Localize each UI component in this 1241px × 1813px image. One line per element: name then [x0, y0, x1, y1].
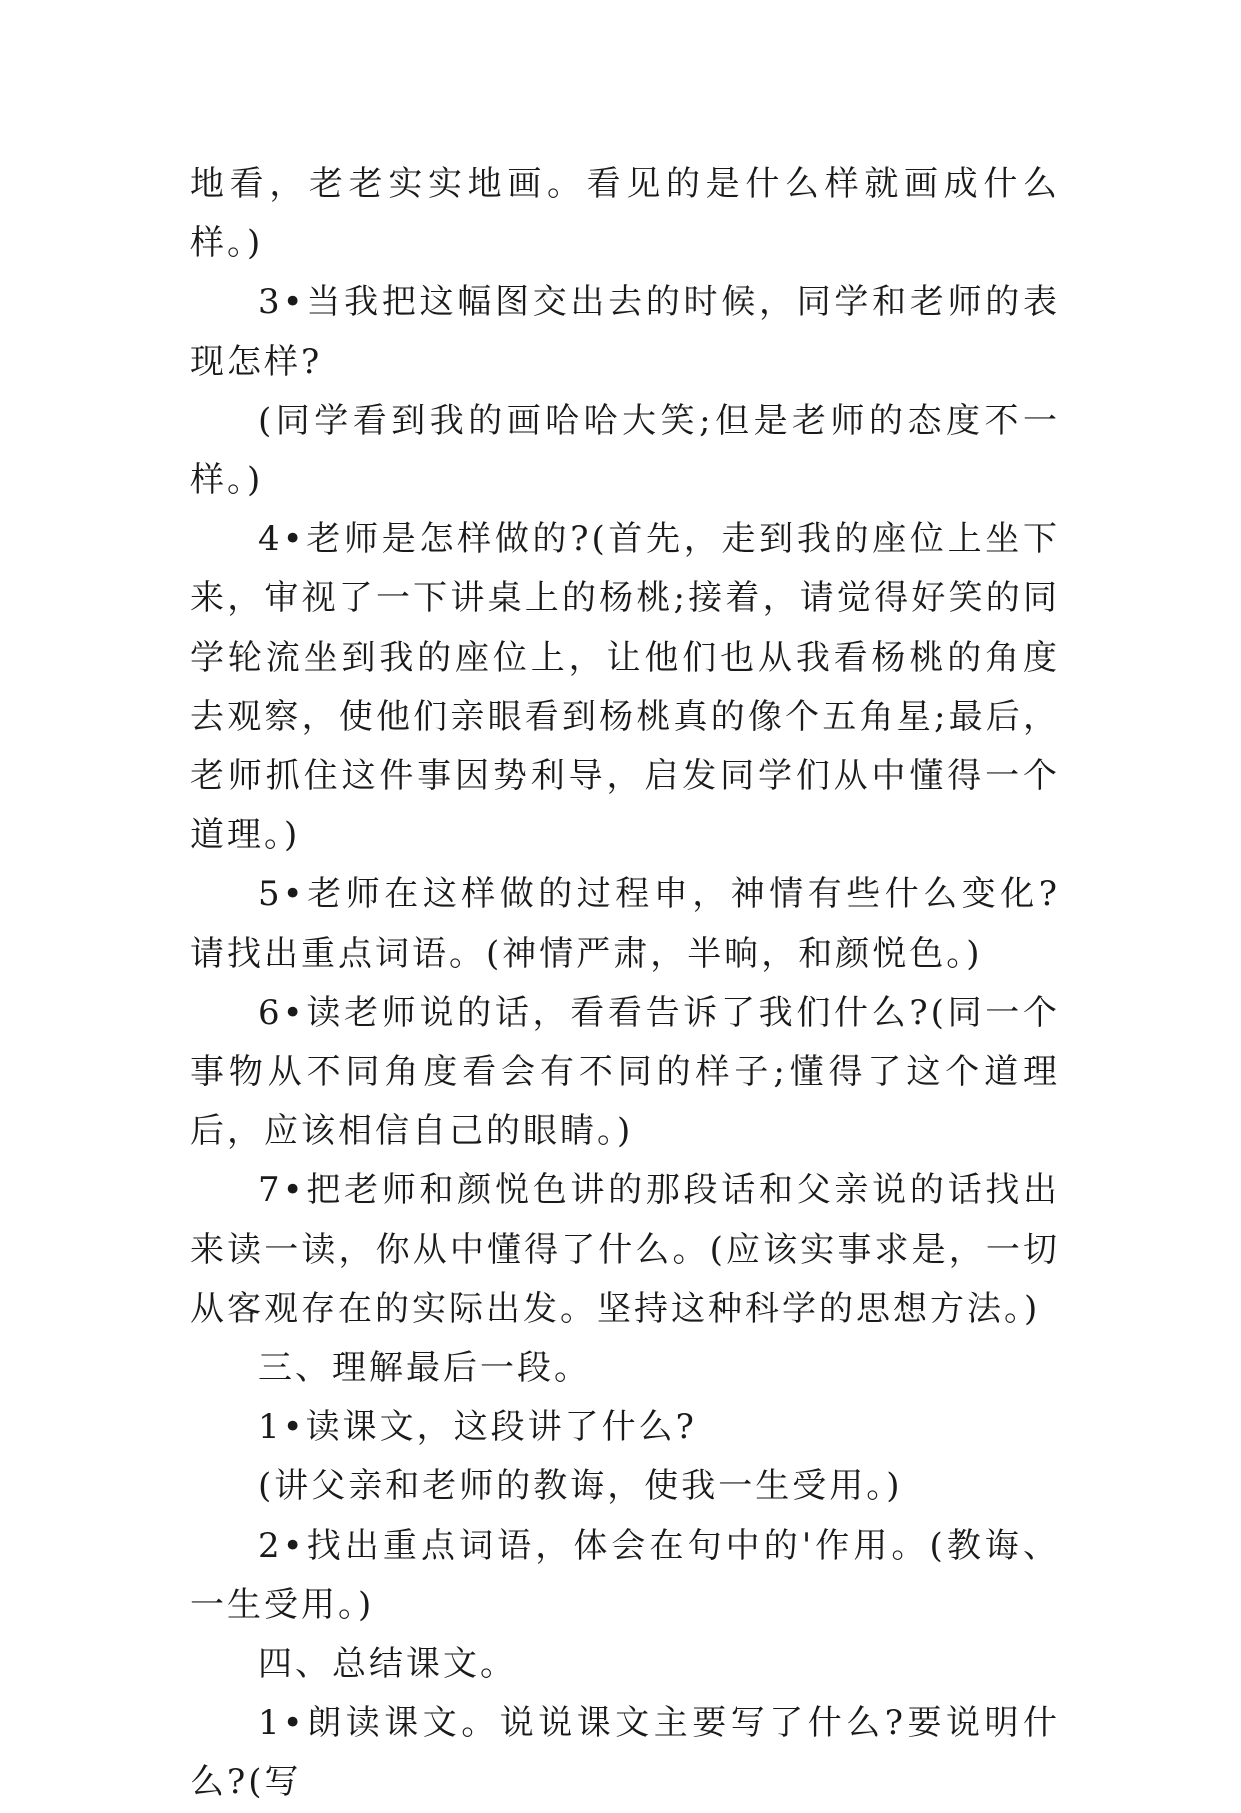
paragraph-question-4: 4•老师是怎样做的?(首先，走到我的座位上坐下来，审视了一下讲桌上的杨桃;接着，请觉得好笑的同学轮流坐到我的座位上，让他们也从我看杨桃的角度去观察，使他们亲眼看到杨桃真的像个五角星;最后，老师抓住这件事因势利导，启发同学们从中懂得一个道理。) [190, 519, 1060, 856]
section-heading-4: 四、总结课文。 [258, 1644, 517, 1685]
paragraph-section3-question-2: 2•找出重点词语，体会在句中的'作用。(教诲、一生受用。) [190, 1525, 1060, 1625]
paragraph-section3-answer-1: (讲父亲和老师的教诲，使我一生受用。) [258, 1466, 903, 1507]
paragraph-section4-question-1: 1•朗读课文。说说课文主要写了什么?要说明什么?(写 [190, 1703, 1060, 1803]
paragraph-answer-3: (同学看到我的画哈哈大笑;但是老师的态度不一样。) [190, 400, 1060, 501]
section-heading-3: 三、理解最后一段。 [258, 1348, 591, 1389]
paragraph-question-7: 7•把老师和颜悦色讲的那段话和父亲说的话找出来读一读，你从中懂得了什么。(应该实事求是，一切从客观存在的实际出发。坚持这种科学的思想方法。) [190, 1170, 1060, 1329]
document-body [190, 155, 1060, 1813]
paragraph-question-6: 6•读老师说的话，看看告诉了我们什么?(同一个事物从不同角度看会有不同的样子;懂得了这个道理后，应该相信自己的眼睛。) [190, 992, 1060, 1152]
paragraph-section3-question-1: 1•读课文，这段讲了什么? [258, 1407, 697, 1448]
paragraph-question-5: 5•老师在这样做的过程申，神情有些什么变化?请找出重点词语。(神情严肃，半晌，和颜悦色。) [190, 874, 1060, 974]
paragraph-question-3: 3•当我把这幅图交出去的时候，同学和老师的表现怎样? [190, 282, 1060, 382]
paragraph-continuation: 地看，老老实实地画。看见的是什么样就画成什么样。) [190, 164, 1060, 264]
